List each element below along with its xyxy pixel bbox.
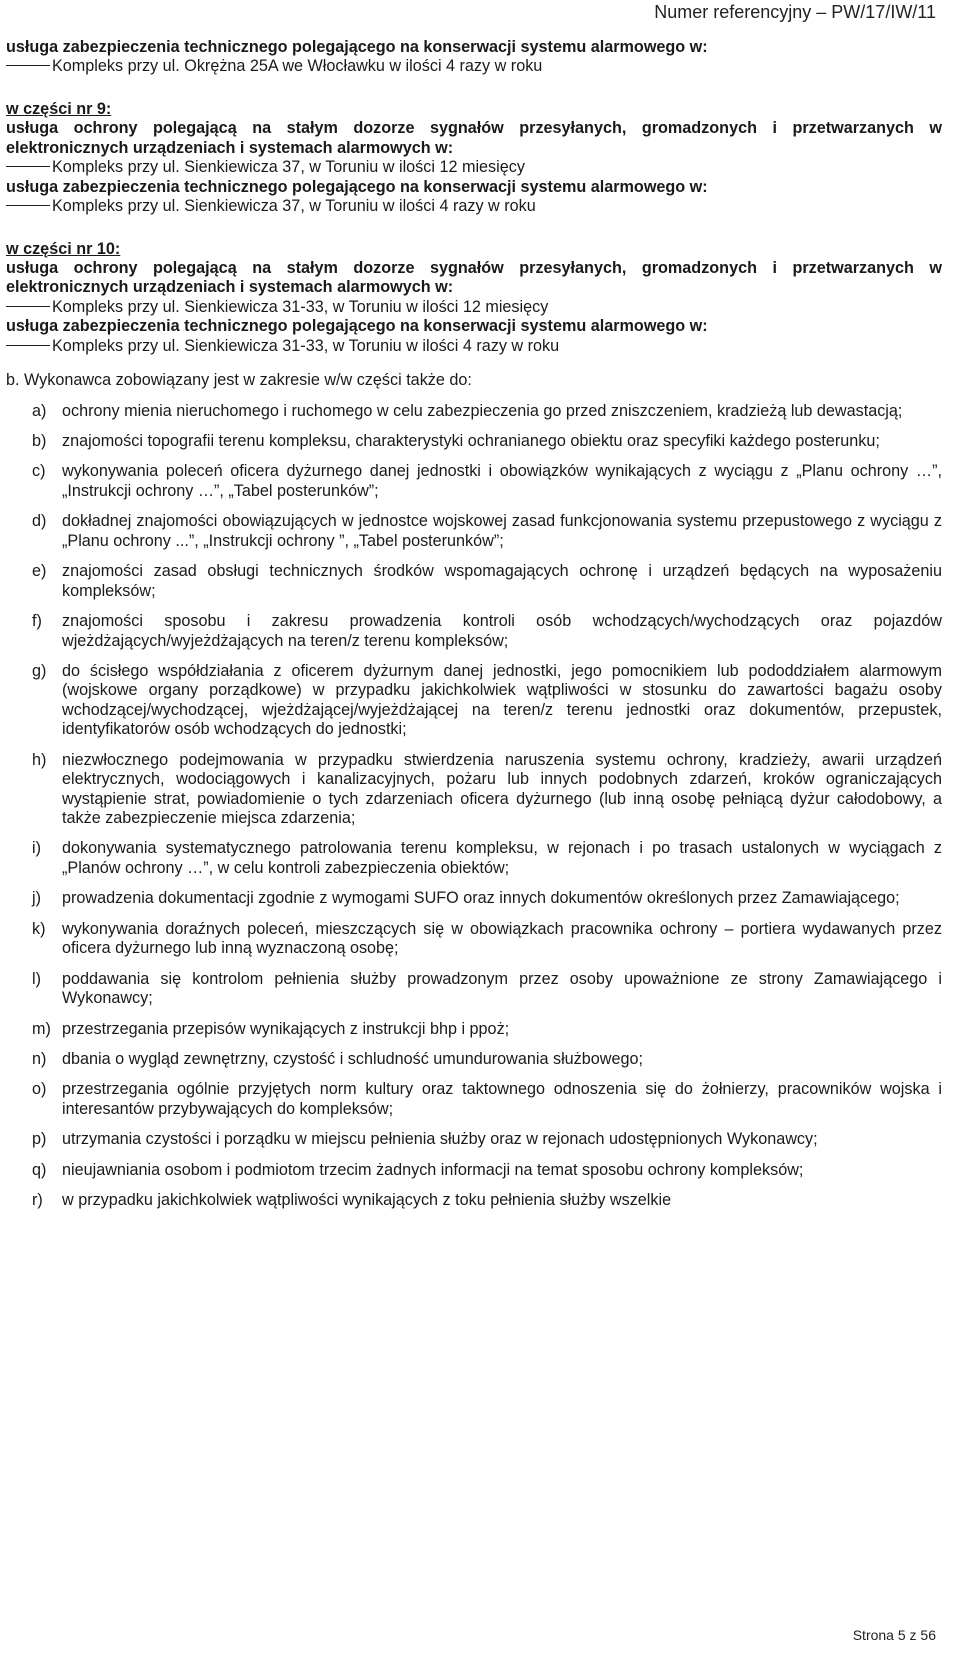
list-item — [6, 402, 942, 421]
list-item-label: q) — [32, 1160, 47, 1179]
dash-mark — [6, 205, 50, 206]
list-item — [6, 432, 942, 451]
part-10-monitoring-service: usługa ochrony polegającą na stałym dozorze sygnałów przesyłanych, gromadzonych i przetwarzanych w elektronicznych urządzeniach i systemach alarmowych w: — [6, 258, 942, 297]
list-item-text: utrzymania czystości i porządku w miejscu pełnienia służby oraz w rejonach udostępnionych Wykonawcy; — [62, 1130, 818, 1149]
dash-mark — [6, 65, 50, 66]
list-item-label: r) — [32, 1191, 43, 1210]
section-b-intro: b. Wykonawca zobowiązany jest w zakresie w/w części także do: — [6, 371, 472, 390]
list-item-text: niezwłocznego podejmowania w przypadku stwierdzenia naruszenia systemu ochrony, kradzieży, awarii urządzeń elektrycznych, wodociągowych i kanalizacyjnych, pożaru lub innych podobnych zdarzeń, kroków ograniczających wystąpienie strat, powiadomienie o tych zdarzeniach oficera dyżurnego (lub inną osobę pełniącą dyżur całodobowy, a także zabezpieczenie miejsca zdarzenia; — [62, 750, 942, 827]
list-item — [6, 970, 942, 1009]
service-line: usługa zabezpieczenia technicznego polegającego na konserwacji systemu alarmowego w: — [6, 38, 708, 56]
list-item-text: dokładnej znajomości obowiązujących w jednostce wojskowej zasad funkcjonowania systemu przepustowego z wyciągu z „Planu ochrony ...”, „Instrukcji ochrony ”, „Tabel posterunków”; — [62, 512, 942, 550]
list-item-label: l) — [32, 969, 41, 988]
list-item — [6, 1050, 942, 1069]
part-10-monitoring-location — [6, 298, 942, 317]
list-item-label: d) — [32, 512, 47, 531]
part-10-maintenance-location — [6, 337, 942, 356]
dash-mark — [6, 345, 50, 346]
list-item-label: j) — [32, 889, 41, 908]
list-item-text: poddawania się kontrolom pełnienia służby prowadzonym przez osoby upoważnione ze strony Zamawiającego i Wykonawcy; — [62, 969, 942, 1008]
list-item-label: f) — [32, 612, 42, 631]
obligations-list — [6, 402, 942, 1211]
list-item — [6, 462, 942, 501]
list-item — [6, 889, 942, 908]
part-10-heading: w części nr 10: — [6, 239, 121, 258]
list-item-label: m) — [32, 1019, 51, 1038]
list-item — [6, 1191, 942, 1210]
location-text: Kompleks przy ul. Sienkiewicza 37, w Toruniu w ilości 12 miesięcy — [52, 158, 525, 177]
list-item-label: n) — [32, 1049, 47, 1068]
list-item-text: znajomości zasad obsługi technicznych środków wspomagających ochronę i urządzeń będących na wyposażeniu kompleksów; — [62, 562, 942, 600]
list-item-text: w przypadku jakichkolwiek wątpliwości wynikających z toku pełnienia służby wszelkie — [62, 1191, 672, 1210]
page-number: Strona 5 z 56 — [852, 1627, 936, 1644]
list-item — [6, 751, 942, 829]
list-item — [6, 1080, 942, 1119]
location-text: Kompleks przy ul. Sienkiewicza 31-33, w Toruniu w ilości 4 razy w roku — [52, 336, 560, 355]
list-item-label: k) — [32, 919, 46, 938]
reference-number: Numer referencyjny – PW/17/IW/11 — [654, 2, 936, 22]
list-item — [6, 920, 942, 959]
location-text: Kompleks przy ul. Okrężna 25A we Włocławku w ilości 4 razy w roku — [52, 57, 543, 76]
location-text: Kompleks przy ul. Sienkiewicza 31-33, w Toruniu w ilości 12 miesięcy — [52, 297, 549, 316]
list-item — [6, 512, 942, 551]
list-item-text: wykonywania doraźnych poleceń, mieszczących się w obowiązkach pracownika ochrony – portiera wydawanych przez oficera dyżurnego lub inną wyznaczoną osobę; — [62, 919, 942, 958]
list-item-text: znajomości topografii terenu kompleksu, charakterystyki ochranianego obiektu oraz specyfiki każdego posterunku; — [62, 432, 880, 450]
list-item-text: przestrzegania przepisów wynikających z instrukcji bhp i ppoż; — [62, 1019, 510, 1038]
list-item — [6, 839, 942, 878]
list-item-text: prowadzenia dokumentacji zgodnie z wymogami SUFO oraz innych dokumentów określonych przez Zamawiającego; — [62, 889, 900, 908]
part-9-monitoring-location — [6, 158, 942, 177]
list-item — [6, 1130, 942, 1149]
list-item-text: przestrzegania ogólnie przyjętych norm kultury oraz taktownego odnoszenia się do żołnierzy, pracowników wojska i interesantów przybywających do kompleksów; — [62, 1080, 942, 1118]
part-9-heading: w części nr 9: — [6, 99, 112, 118]
part-9-maintenance-service: usługa zabezpieczenia technicznego polegającego na konserwacji systemu alarmowego w: — [6, 177, 708, 196]
list-item — [6, 562, 942, 601]
list-item-label: a) — [32, 401, 47, 420]
list-item-label: e) — [32, 562, 47, 581]
list-item-label: h) — [32, 750, 47, 769]
list-item-text: wykonywania poleceń oficera dyżurnego danej jednostki i obowiązków wynikających z wyciągu z „Planu ochrony …”, „Instrukcji ochrony …”, „Tabel posterunków”; — [62, 462, 942, 500]
list-item-text: ochrony mienia nieruchomego i ruchomego w celu zabezpieczenia go przed zniszczeniem, kradzieżą lub dewastacją; — [62, 401, 903, 420]
list-item — [6, 662, 942, 740]
list-item-label: p) — [32, 1130, 47, 1149]
list-item-label: i) — [32, 839, 41, 858]
list-item — [6, 612, 942, 651]
list-item-text: dbania o wygląd zewnętrzny, czystość i schludność umundurowania służbowego; — [62, 1049, 643, 1068]
list-item-label: o) — [32, 1080, 47, 1099]
location-line — [6, 57, 942, 76]
list-item-label: g) — [32, 661, 47, 680]
list-item — [6, 1020, 942, 1039]
dash-mark — [6, 166, 50, 167]
part-9-maintenance-location — [6, 197, 942, 216]
list-item-text: do ścisłego współdziałania z oficerem dyżurnym danej jednostki, jego pomocnikiem lub pododdziałem alarmowym (wojskowe organy porządkowe) w przypadku jakichkolwiek wątpliwości w stosunku do zawartości bagażu osoby wchodzącej/wychodzącej, wjeżdżającej/wyjeżdżającej na teren/z terenu jednostki oraz dokumentów, przepustek, identyfikatorów osób wchodzących do jednostki; — [62, 661, 942, 739]
part-10-maintenance-service: usługa zabezpieczenia technicznego polegającego na konserwacji systemu alarmowego w: — [6, 317, 708, 336]
part-9-monitoring-service: usługa ochrony polegającą na stałym dozorze sygnałów przesyłanych, gromadzonych i przetwarzanych w elektronicznych urządzeniach i systemach alarmowych w: — [6, 119, 942, 157]
list-item — [6, 1161, 942, 1180]
list-item-text: znajomości sposobu i zakresu prowadzenia kontroli osób wchodzących/wychodzących oraz pojazdów wjeżdżających/wyjeżdżających na teren/z terenu kompleksów; — [62, 612, 942, 650]
list-item-text: dokonywania systematycznego patrolowania terenu kompleksu, w rejonach i po trasach ustalonych w wyciągach z „Planów ochrony …”, w celu kontroli zabezpieczenia obiektów; — [62, 839, 942, 877]
location-text: Kompleks przy ul. Sienkiewicza 37, w Toruniu w ilości 4 razy w roku — [52, 197, 536, 216]
list-item-label: c) — [32, 462, 46, 481]
document-body — [6, 38, 942, 1222]
list-item-label: b) — [32, 432, 47, 450]
dash-mark — [6, 306, 50, 307]
list-item-text: nieujawniania osobom i podmiotom trzecim żadnych informacji na temat sposobu ochrony kompleksów; — [62, 1160, 804, 1179]
